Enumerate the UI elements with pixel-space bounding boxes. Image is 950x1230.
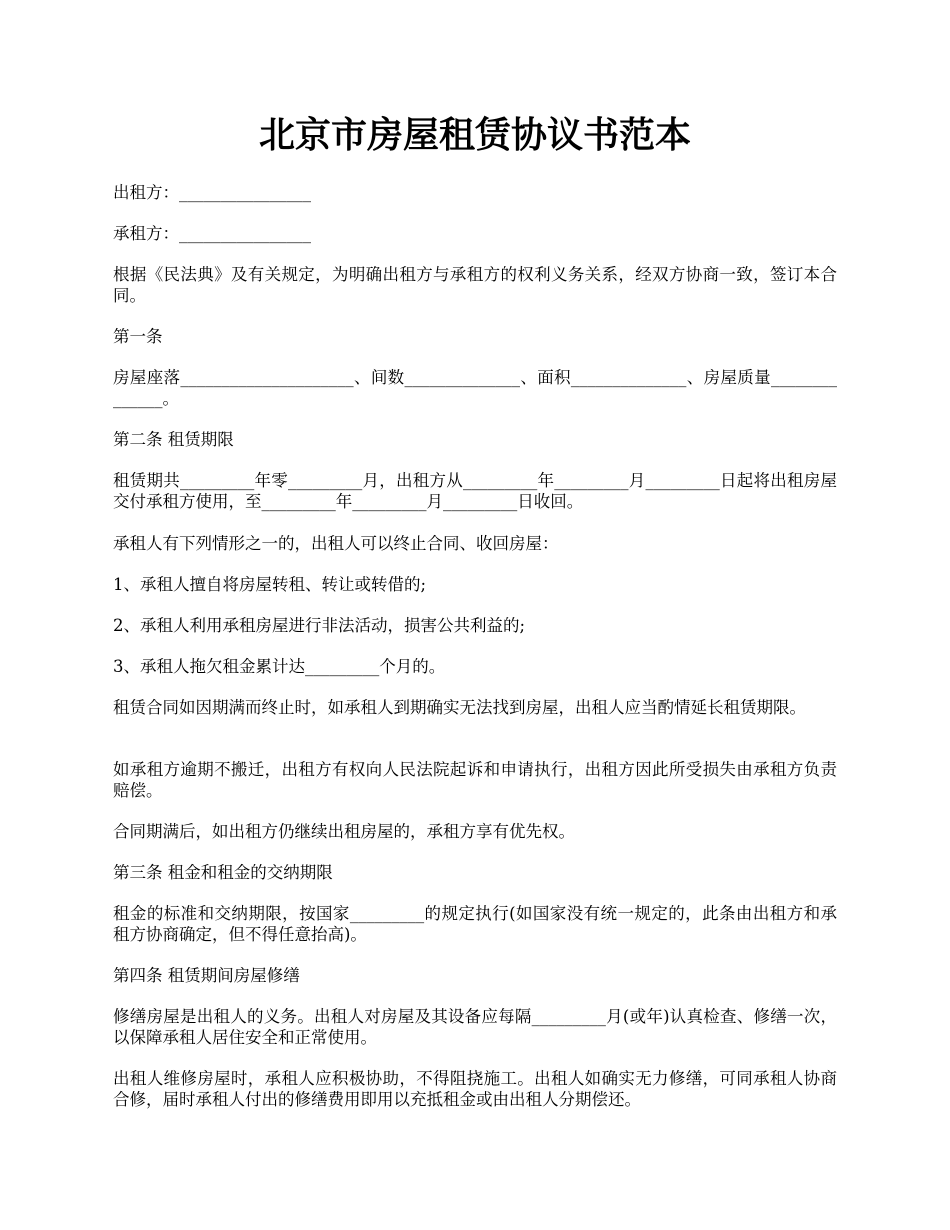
overdue-move-paragraph: 如承租方逾期不搬迁，出租方有权向人民法院起诉和申请执行，出租方因此所受损失由承租方负责赔偿。 xyxy=(113,760,837,800)
lessor-line: 出租方：________________ xyxy=(113,183,311,202)
document-title: 北京市房屋租赁协议书范本 xyxy=(258,114,691,156)
termination-item-2: 2、承租人利用承租房屋进行非法活动，损害公共利益的; xyxy=(113,616,526,635)
article-2-heading: 第二条 租赁期限 xyxy=(113,430,234,449)
lease-term-paragraph: 租赁期共_________年零_________月，出租方从_________年_________月_________日起将出租房屋交付承租方使用，至_________年_________月_________日收回。 xyxy=(113,471,837,511)
article-4-heading: 第四条 租赁期间房屋修缮 xyxy=(113,966,300,985)
termination-item-1: 1、承租人擅自将房屋转租、转让或转借的; xyxy=(113,575,427,594)
article-3-heading: 第三条 租金和租金的交纳期限 xyxy=(113,863,333,882)
repair-duty-paragraph: 修缮房屋是出租人的义务。出租人对房屋及其设备应每隔_________月(或年)认真检查、修缮一次，以保障承租人居住安全和正常使用。 xyxy=(113,1007,837,1047)
rent-standard-paragraph: 租金的标准和交纳期限，按国家_________的规定执行(如国家没有统一规定的，此条由出租方和承租方协商确定，但不得任意抬高)。 xyxy=(113,904,837,944)
priority-right-paragraph: 合同期满后，如出租方仍继续出租房屋的，承租方享有优先权。 xyxy=(113,822,575,841)
termination-item-3: 3、承租人拖欠租金累计达_________个月的。 xyxy=(113,657,446,676)
property-details-paragraph: 房屋座落_____________________、间数______________、面积______________、房屋质量______________。 xyxy=(113,368,837,408)
termination-intro-paragraph: 承租人有下列情形之一的，出租人可以终止合同、收回房屋： xyxy=(113,534,559,553)
repair-cooperation-paragraph: 出租人维修房屋时，承租人应积极协助，不得阻挠施工。出租人如确实无力修缮，可同承租人协商合修，届时承租人付出的修缮费用即用以充抵租金或由出租人分期偿还。 xyxy=(113,1069,837,1109)
preamble-paragraph: 根据《民法典》及有关规定，为明确出租方与承租方的权利义务关系，经双方协商一致，签订本合同。 xyxy=(113,265,837,305)
article-1-heading: 第一条 xyxy=(113,327,163,346)
extension-paragraph: 租赁合同如因期满而终止时，如承租人到期确实无法找到房屋，出租人应当酌情延长租赁期限。 xyxy=(113,698,806,717)
lessee-line: 承租方：________________ xyxy=(113,224,311,243)
